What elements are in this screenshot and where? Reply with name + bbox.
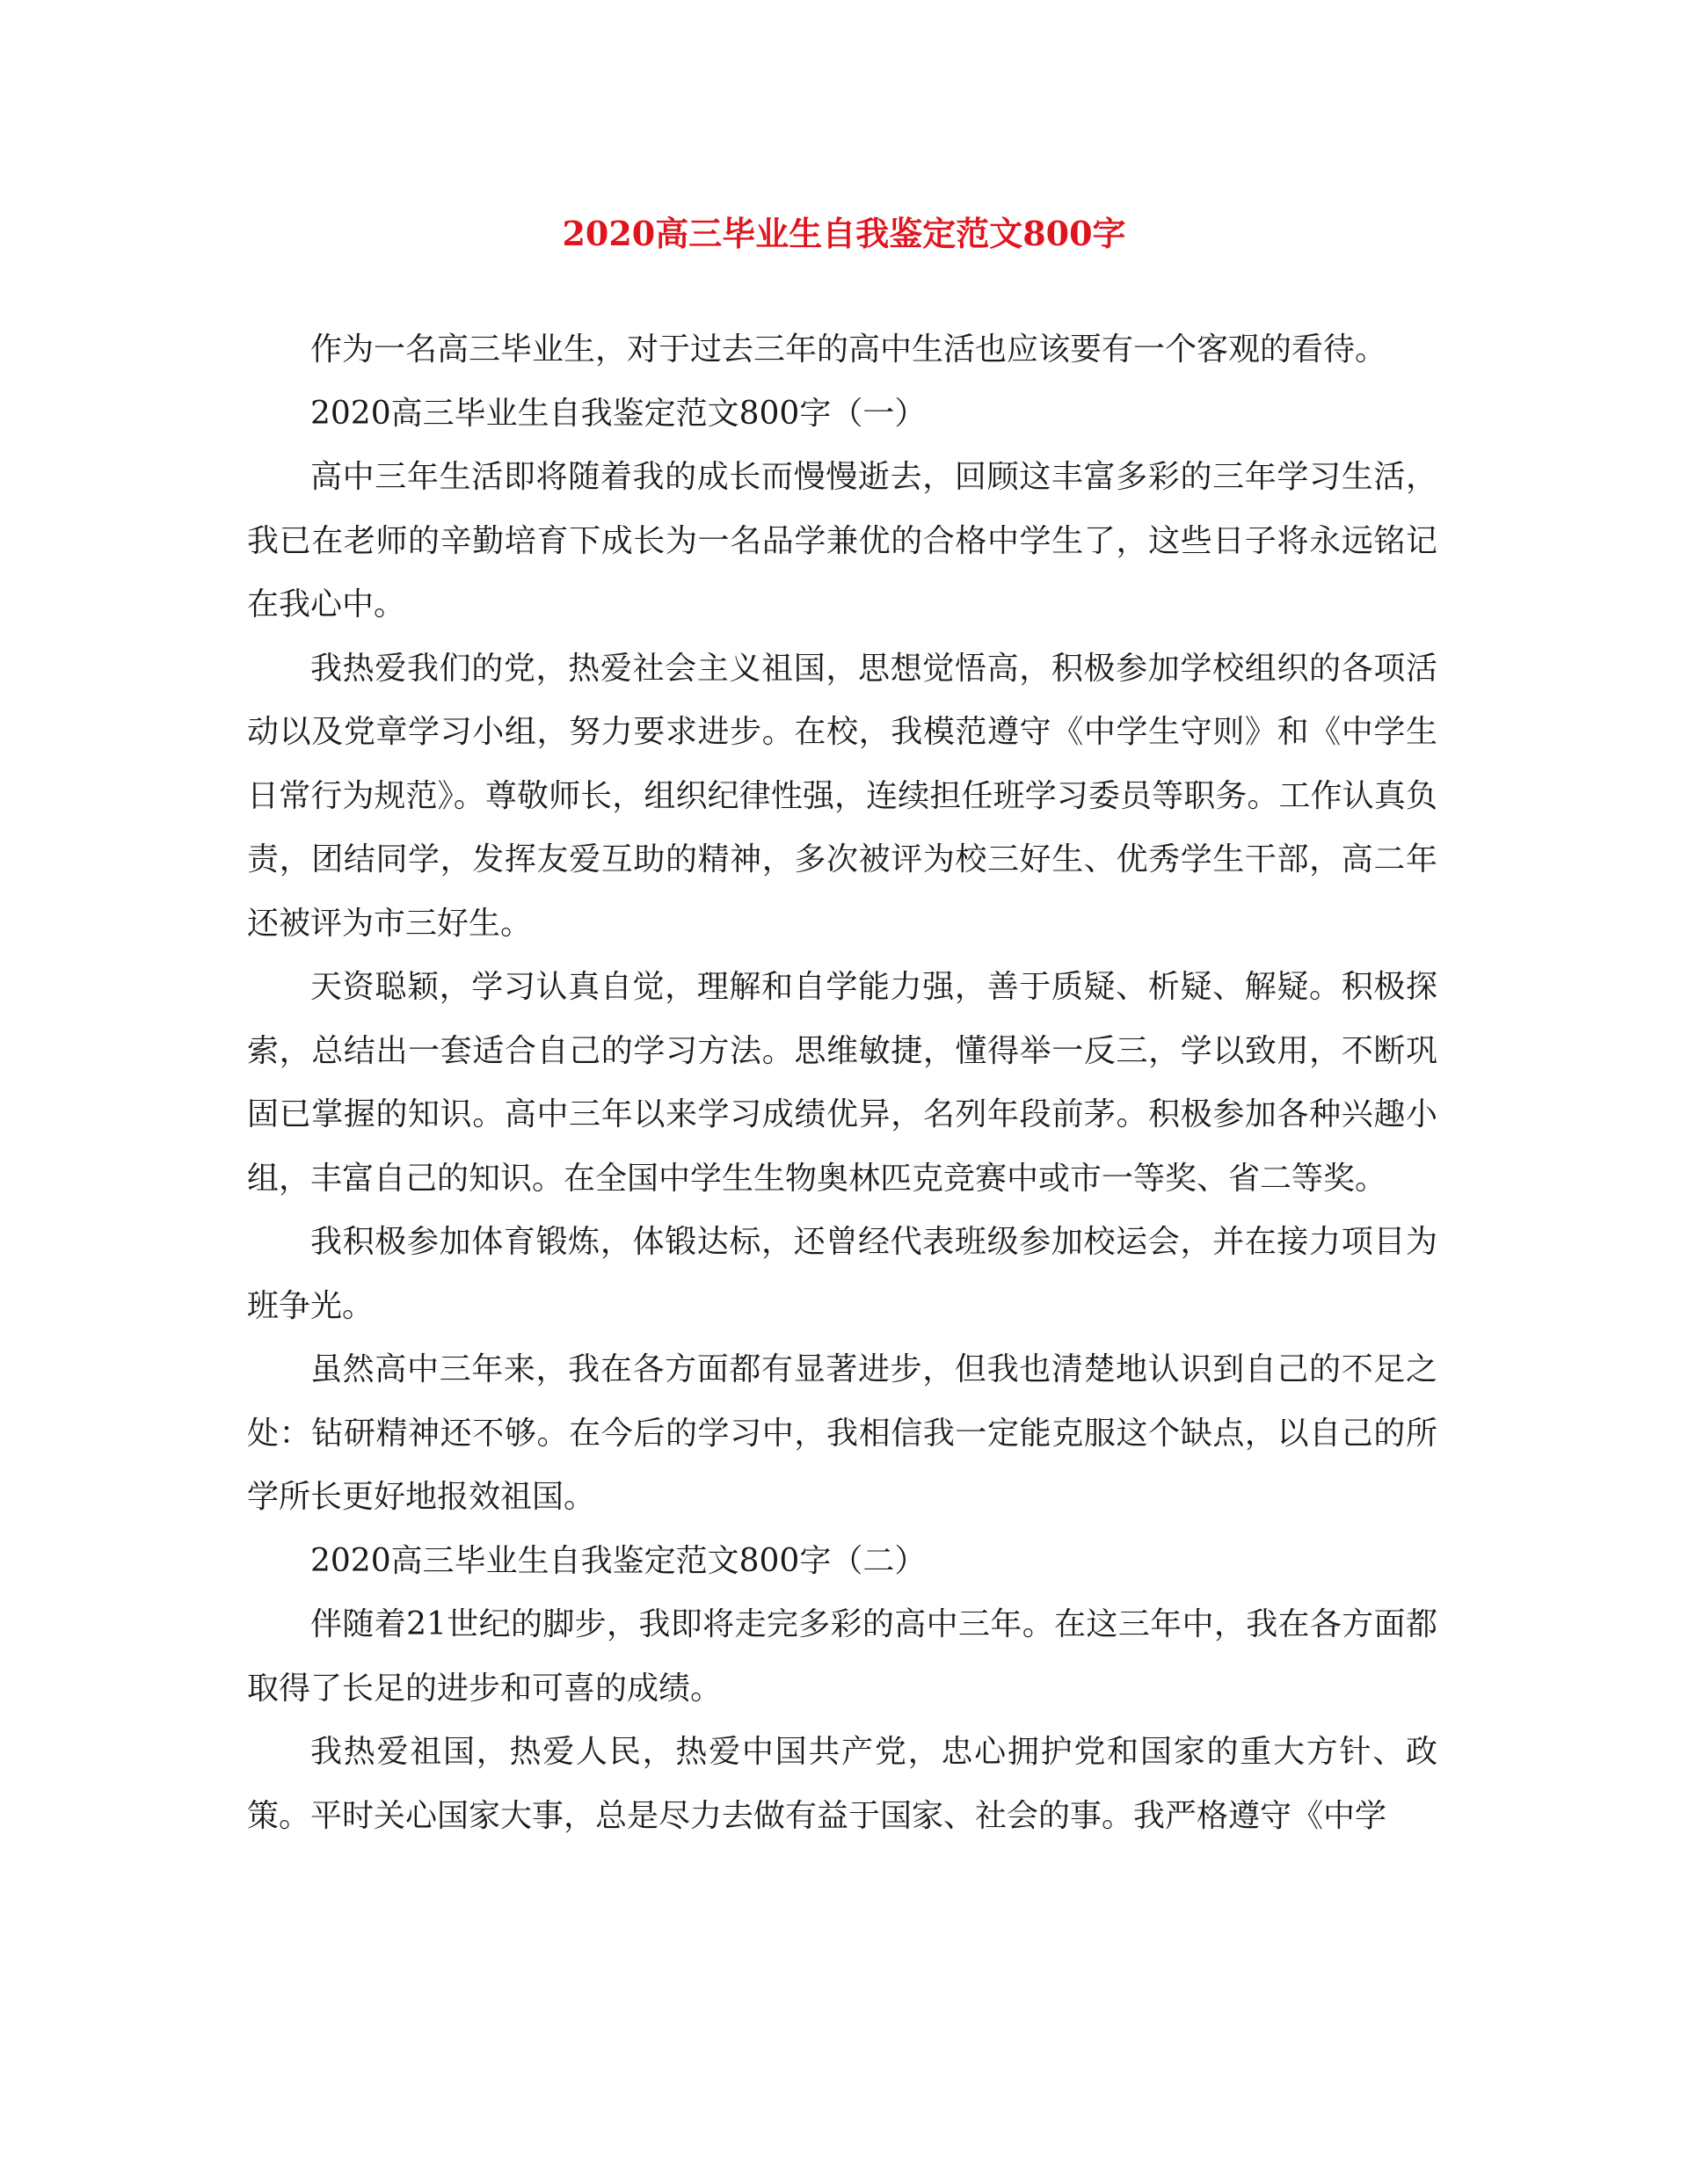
paragraph: 伴随着21世纪的脚步，我即将走完多彩的高中三年。在这三年中，我在各方面都取得了长足的进步和可喜的成绩。 [247, 1606, 1437, 1707]
section-heading-one: 2020高三毕业生自我鉴定范文800字（一） [310, 395, 927, 432]
paragraph: 我积极参加体育锻炼，体锻达标，还曾经代表班级参加校运会，并在接力项目为班争光。 [247, 1224, 1437, 1324]
document-title: 2020高三毕业生自我鉴定范文800字 [562, 214, 1126, 253]
paragraph: 我热爱祖国，热爱人民，热爱中国共产党，忠心拥护党和国家的重大方针、政策。平时关心国家大事，总是尽力去做有益于国家、社会的事。我严格遵守《中学 [247, 1734, 1437, 1834]
document-body [247, 318, 1437, 1848]
paragraph: 虽然高中三年来，我在各方面都有显著进步，但我也清楚地认识到自己的不足之处：钻研精神还不够。在今后的学习中，我相信我一定能克服这个缺点，以自己的所学所长更好地报效祖国。 [247, 1351, 1437, 1515]
section-heading-two: 2020高三毕业生自我鉴定范文800字（二） [310, 1542, 927, 1579]
paragraph: 高中三年生活即将随着我的成长而慢慢逝去，回顾这丰富多彩的三年学习生活，我已在老师的辛勤培育下成长为一名品学兼优的合格中学生了，这些日子将永远铭记在我心中。 [247, 459, 1437, 622]
paragraph: 我热爱我们的党，热爱社会主义祖国，思想觉悟高，积极参加学校组织的各项活动以及党章学习小组，努力要求进步。在校，我模范遵守《中学生守则》和《中学生日常行为规范》。尊敬师长，组织纪律性强，连续担任班学习委员等职务。工作认真负责，团结同学，发挥友爱互助的精神，多次被评为校三好生、优秀学生干部，高二年还被评为市三好生。 [247, 650, 1437, 942]
paragraph: 天资聪颖，学习认真自觉，理解和自学能力强，善于质疑、析疑、解疑。积极探索，总结出一套适合自己的学习方法。思维敏捷，懂得举一反三，学以致用，不断巩固已掌握的知识。高中三年以来学习成绩优异，名列年段前茅。积极参加各种兴趣小组，丰富自己的知识。在全国中学生生物奥林匹克竞赛中或市一等奖、省二等奖。 [247, 969, 1437, 1197]
paragraph-intro: 作为一名高三毕业生，对于过去三年的高中生活也应该要有一个客观的看待。 [310, 331, 1387, 368]
